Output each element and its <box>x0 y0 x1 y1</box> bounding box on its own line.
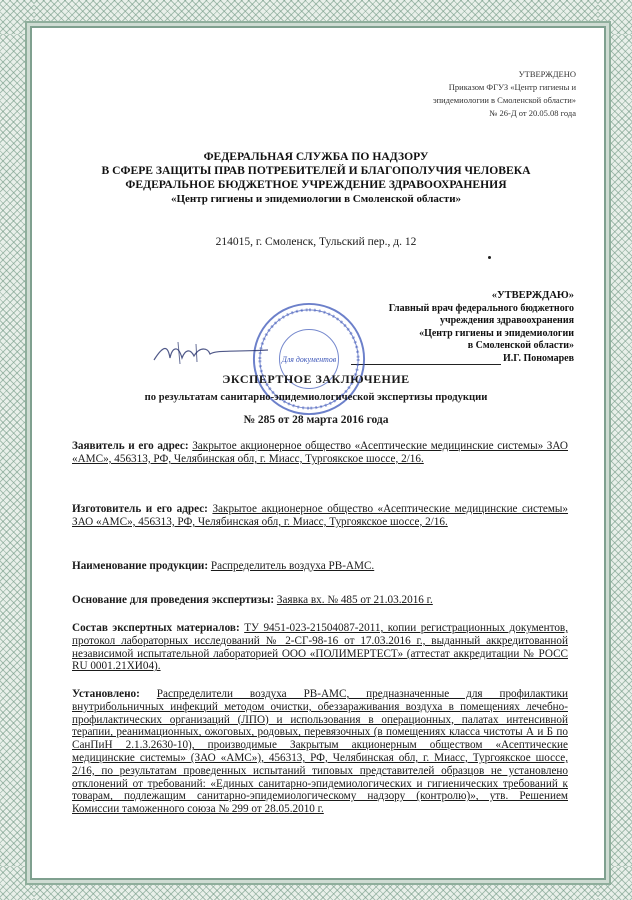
manufacturer-label: Изготовитель и его адрес: <box>72 503 208 515</box>
stamp-text: Для документов <box>281 354 337 364</box>
product-label: Наименование продукции: <box>72 560 209 572</box>
materials-value: ТУ 9451-023-21504087-2011, копии регистрационных документов, протокол лабораторных исследований № 2-СГ-98-16 от 17.03.2016 г., выданный аккредитованной независимой испытательной лабораторией ООО «ПОЛИМЕРТЕСТ» (аттестат аккредитации № РОСС RU 0001.21ХИ04). <box>72 622 569 673</box>
approved-block <box>376 68 576 120</box>
header-line2: В СФЕРЕ ЗАЩИТЫ ПРАВ ПОТРЕБИТЕЛЕЙ И БЛАГОПОЛУЧИЯ ЧЕЛОВЕКА <box>101 164 531 177</box>
dot-mark <box>488 256 491 259</box>
signature-line <box>351 364 501 365</box>
header-line3: ФЕДЕРАЛЬНОЕ БЮДЖЕТНОЕ УЧРЕЖДЕНИЕ ЗДРАВООХРАНЕНИЯ <box>125 178 507 191</box>
manufacturer-section <box>72 503 568 529</box>
approved-line1: Приказом ФГУЗ «Центр гигиены и <box>448 82 576 92</box>
product-value: Распределитель воздуха РВ-АМС. <box>210 560 375 572</box>
approval-head: «УТВЕРЖДАЮ» <box>491 290 574 301</box>
materials-section <box>72 622 568 673</box>
approval-line1: Главный врач федерального бюджетного <box>388 302 574 314</box>
materials-label: Состав экспертных материалов: <box>72 622 240 634</box>
product-section <box>72 560 568 573</box>
approval-line3: «Центр гигиены и эпидемиологии <box>419 327 574 339</box>
established-value: Распределители воздуха РВ-АМС, предназначенные для профилактики внутрибольничных инфекций методом очистки, обеззараживания воздуха в помещениях лечебно-профилактических организаций (ЛПО) и использования в операционных, палатах интенсивной терапии, реанимационных, ожоговых, родовых, перевязочных (в помещениях класса чистоты А и Б по СанПиН 2.1.3.2630-10), производимые Закрытым акционерным обществом «Асептические медицинские системы» (ЗАО «АМС»), 456313, РФ, Челябинская обл, г. Миасс, Тургоякское шоссе, 2/16, по результатам проведенных испытаний типовых представителей образцов не установлено отклонений от требований: «Единых санитарно-эпидемиологических и гигиенических требований к товарам, подлежащим санитарно-эпидемиологическому надзору (контролю)», утв. Решением Комиссии таможенного союза № 299 от 28.05.2010 г. <box>72 688 569 816</box>
document-number: № 285 от 28 марта 2016 года <box>243 414 389 426</box>
basis-label: Основание для проведения экспертизы: <box>72 594 275 606</box>
established-label: Установлено: <box>72 688 140 700</box>
organization-header <box>60 150 572 206</box>
header-line1: ФЕДЕРАЛЬНАЯ СЛУЖБА ПО НАДЗОРУ <box>203 150 429 163</box>
established-section <box>72 688 568 816</box>
approved-label: УТВЕРЖДЕНО <box>518 69 576 79</box>
approved-line3: № 26-Д от 20.05.08 года <box>489 108 576 118</box>
applicant-section <box>72 440 568 466</box>
document-title: ЭКСПЕРТНОЕ ЗАКЛЮЧЕНИЕ <box>222 372 410 386</box>
applicant-label: Заявитель и его адрес: <box>72 440 189 452</box>
organization-address: 214015, г. Смоленск, Тульский пер., д. 12 <box>215 236 417 248</box>
approval-name: И.Г. Пономарев <box>502 352 574 364</box>
basis-section <box>72 594 568 607</box>
manufacturer-value: Закрытое акционерное общество «Асептические медицинские системы» ЗАО «АМС», 456313, РФ, Челябинская обл, г. Миасс, Тургоякское шоссе, 2/16. <box>72 503 569 528</box>
approved-line2: эпидемиологии в Смоленской области» <box>432 95 576 105</box>
applicant-value: Закрытое акционерное общество «Асептические медицинские системы» ЗАО «АМС», 456313, РФ, Челябинская обл, г. Миасс, Тургоякское шоссе, 2/16. <box>72 440 568 465</box>
approval-line4: в Смоленской области» <box>467 340 574 351</box>
header-line4: «Центр гигиены и эпидемиологии в Смоленской области» <box>170 193 462 205</box>
basis-value: Заявка вх. № 485 от 21.03.2016 г. <box>276 594 433 606</box>
handwritten-signature <box>150 338 270 368</box>
approval-line2: учреждения здравоохранения <box>439 315 574 326</box>
document-subtitle: по результатам санитарно-эпидемиологической экспертизы продукции <box>144 392 488 403</box>
